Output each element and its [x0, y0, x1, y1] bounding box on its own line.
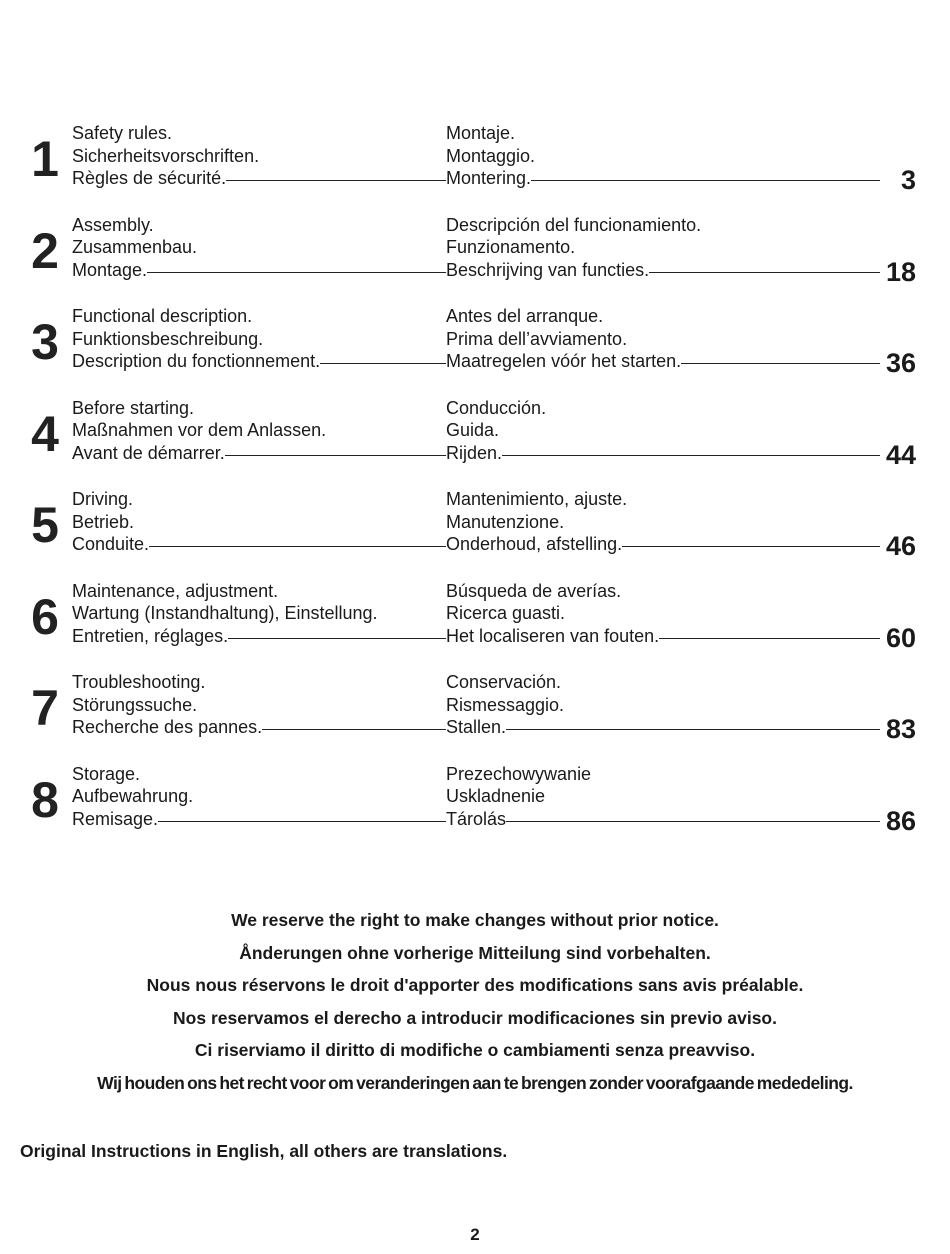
toc-title: Prezechowywanie: [446, 763, 592, 784]
leader-line: [506, 729, 880, 730]
section-number: 8: [31, 771, 59, 828]
notice-line-french: Nous nous réservons le droit d'apporter des modifications sans avis préalable.: [146, 975, 804, 996]
section-number: 1: [31, 131, 59, 187]
toc-title: Troubleshooting.: [72, 672, 206, 692]
toc-column-left: [72, 763, 446, 831]
toc-page-number: 83: [885, 714, 916, 744]
notice-line-dutch: Wij houden ons het recht voor om veranderingen aan te brengen zonder voorafgaande mededeling.: [97, 1072, 853, 1093]
toc-title: Before starting.: [72, 397, 195, 418]
toc-column-right: [446, 397, 880, 465]
leader-line: [649, 272, 880, 273]
toc-title: Maßnahmen vor dem Anlassen.: [72, 420, 327, 440]
toc-entry[interactable]: [0, 301, 950, 393]
toc-entry[interactable]: [0, 118, 950, 210]
toc-column-left: [72, 122, 446, 190]
leader-line: [502, 455, 880, 456]
toc-title: Störungssuche.: [72, 694, 198, 715]
toc-column-right: [446, 305, 880, 373]
toc-title: Tárolás: [446, 808, 507, 829]
leader-line: [506, 821, 880, 822]
toc-title: Ricerca guasti.: [446, 603, 566, 623]
notice-line-english: We reserve the right to make changes without prior notice.: [231, 910, 719, 930]
toc-title: Stallen.: [446, 717, 507, 737]
toc-column-left: [72, 671, 446, 739]
toc-column-left: [72, 488, 446, 556]
toc-title: Montage.: [72, 259, 148, 280]
leader-line: [262, 729, 446, 730]
section-number: 2: [31, 222, 59, 279]
toc-title: Remisage.: [72, 808, 159, 829]
toc-title: Maatregelen vóór het starten.: [446, 351, 682, 371]
toc-column-right: [446, 671, 880, 739]
toc-page-number: 36: [885, 348, 916, 378]
toc-title: Betrieb.: [72, 511, 135, 532]
toc-title: Driving.: [72, 489, 134, 509]
section-number: 7: [31, 680, 59, 736]
toc-column-left: [72, 214, 446, 282]
toc-column-right: [446, 122, 880, 190]
toc-title: Assembly.: [72, 214, 154, 235]
leader-line: [158, 821, 446, 822]
toc-page-number: 86: [885, 805, 916, 836]
toc-title: Safety rules.: [72, 123, 173, 143]
toc-title: Funktionsbeschreibung.: [72, 328, 264, 349]
toc-title: Recherche des pannes.: [72, 717, 263, 737]
leader-line: [659, 638, 880, 639]
toc-title: Rijden.: [446, 442, 503, 463]
toc-page-number: 18: [885, 256, 916, 287]
leader-line: [149, 546, 446, 547]
toc-title: Búsqueda de averías.: [446, 580, 622, 601]
toc-page-number: 60: [885, 622, 916, 653]
toc-title: Funzionamento.: [446, 237, 576, 257]
table-of-contents: [0, 118, 950, 850]
toc-title: Montaggio.: [446, 145, 536, 166]
toc-title: Conservación.: [446, 672, 562, 692]
toc-title: Montaje.: [446, 123, 516, 143]
toc-title: Avant de démarrer.: [72, 442, 225, 463]
toc-column-right: [446, 488, 880, 556]
leader-line: [228, 638, 446, 639]
toc-column-right: [446, 214, 880, 282]
toc-title: Antes del arranque.: [446, 306, 604, 326]
leader-line: [147, 272, 446, 273]
section-number: 6: [31, 588, 59, 645]
toc-page-number: 46: [885, 531, 916, 561]
toc-title: Sicherheitsvorschriften.: [72, 145, 260, 166]
toc-column-left: [72, 397, 446, 465]
toc-title: Montering.: [446, 168, 532, 188]
notice-line-italian: Ci riserviamo il diritto di modifiche o cambiamenti senza preavviso.: [194, 1040, 756, 1061]
original-instructions-note: Original Instructions in English, all others are translations.: [20, 1141, 508, 1161]
leader-line: [320, 363, 446, 364]
toc-title: Guida.: [446, 420, 500, 440]
toc-entry[interactable]: [0, 484, 950, 576]
notice-line-german: Ånderungen ohne vorherige Mitteilung sind vorbehalten.: [239, 942, 711, 963]
notice-line-spanish: Nos reservamos el derecho a introducir modificaciones sin previo aviso.: [173, 1007, 777, 1028]
leader-line: [622, 546, 880, 547]
toc-entry[interactable]: [0, 667, 950, 759]
section-number: 5: [31, 497, 59, 553]
toc-title: Storage.: [72, 763, 141, 784]
change-notice: [0, 904, 950, 1100]
toc-title: Entretien, réglages.: [72, 625, 229, 646]
toc-title: Rismessaggio.: [446, 694, 565, 715]
toc-page-number: 44: [885, 439, 916, 470]
toc-title: Règles de sécurité.: [72, 168, 227, 188]
toc-title: Mantenimiento, ajuste.: [446, 489, 628, 509]
leader-line: [681, 363, 880, 364]
toc-entry[interactable]: [0, 393, 950, 485]
toc-column-right: [446, 580, 880, 648]
toc-title: Conduite.: [72, 534, 150, 554]
toc-title: Het localiseren van fouten.: [446, 625, 660, 646]
toc-entry[interactable]: [0, 576, 950, 668]
toc-title: Uskladnenie: [446, 786, 546, 806]
toc-title: Functional description.: [72, 306, 253, 326]
toc-entry[interactable]: [0, 759, 950, 851]
toc-title: Descripción del funcionamiento.: [446, 214, 702, 235]
toc-title: Conducción.: [446, 397, 547, 418]
toc-title: Wartung (Instandhaltung), Einstellung.: [72, 603, 378, 623]
leader-line: [225, 455, 446, 456]
toc-title: Beschrijving van functies.: [446, 259, 650, 280]
toc-entry[interactable]: [0, 210, 950, 302]
toc-title: Onderhoud, afstelling.: [446, 534, 623, 554]
section-number: 4: [31, 405, 59, 462]
page-number: 2: [470, 1225, 480, 1244]
toc-column-left: [72, 580, 446, 648]
toc-title: Description du fonctionnement.: [72, 351, 321, 371]
section-number: 3: [31, 314, 59, 370]
toc-title: Zusammenbau.: [72, 237, 198, 257]
toc-title: Manutenzione.: [446, 511, 565, 532]
toc-title: Prima dell’avviamento.: [446, 328, 628, 349]
toc-column-right: [446, 763, 880, 831]
toc-title: Aufbewahrung.: [72, 786, 194, 806]
leader-line: [226, 180, 446, 181]
toc-column-left: [72, 305, 446, 373]
toc-page-number: 3: [900, 165, 916, 195]
leader-line: [531, 180, 880, 181]
toc-title: Maintenance, adjustment.: [72, 580, 279, 601]
